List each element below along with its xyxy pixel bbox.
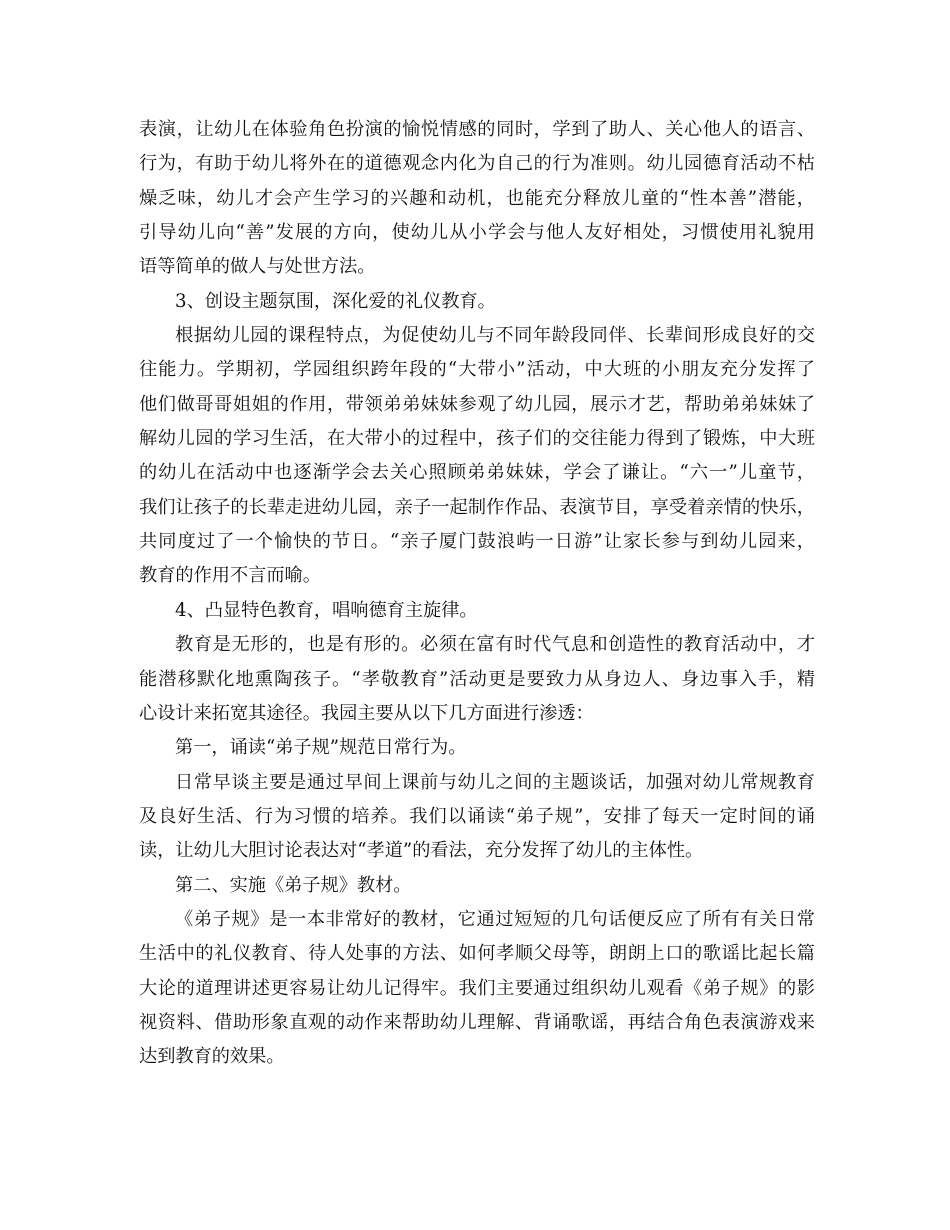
paragraph-start-line: 日常早谈主要是通过早间上课前与幼儿之间的主题谈话，加强对幼儿常规教育 [175,771,815,793]
document-body [139,113,815,1075]
text-line: 教育的作用不言而喻。 [139,565,321,587]
paragraph-start-line: 教育是无形的，也是有形的。必须在富有时代气息和创造性的教育活动中，才 [175,634,815,656]
text-line: 引导幼儿向“善”发展的方向，使幼儿从小学会与他人友好相处，习惯使用礼貌用 [139,222,815,244]
text-line: 能潜移默化地熏陶孩子。“孝敬教育”活动更是要致力从身边人、身边事入手，精 [139,668,815,690]
text-line: 及良好生活、行为习惯的培养。我们以诵读“弟子规”，安排了每天一定时间的诵 [139,805,815,827]
section-heading: 3、创设主题氛围，深化爱的礼仪教育。 [175,290,496,312]
text-line: 读，让幼儿大胆讨论表达对“孝道”的看法，充分发挥了幼儿的主体性。 [139,840,704,862]
text-line: 往能力。学期初，学园组织跨年段的“大带小”活动，中大班的小朋友充分发挥了 [139,359,815,381]
paragraph-start-line: 根据幼儿园的课程特点，为促使幼儿与不同年龄段同伴、长辈间形成良好的交 [175,325,815,347]
text-line: 达到教育的效果。 [139,1046,285,1068]
text-line: 大论的道理讲述更容易让幼儿记得牢。我们主要通过组织幼儿观看《弟子规》的影 [139,977,815,999]
text-line: 生活中的礼仪教育、待人处事的方法、如何孝顺父母等，朗朗上口的歌谣比起长篇 [139,943,815,965]
subsection-heading: 第一，诵读“弟子规”规范日常行为。 [175,737,467,759]
text-line: 语等简单的做人与处世方法。 [139,256,376,278]
text-line: 行为，有助于幼儿将外在的道德观念内化为自己的行为准则。幼儿园德育活动不枯 [139,153,815,175]
paragraph-start-line: 《弟子规》是一本非常好的教材，它通过短短的几句话便反应了所有有关日常 [175,908,815,930]
text-line: 心设计来拓宽其途径。我园主要从以下几方面进行渗透： [139,702,594,724]
subsection-heading: 第二、实施《弟子规》教材。 [175,874,412,896]
text-line: 视资料、借助形象直观的动作来帮助幼儿理解、背诵歌谣，再结合角色表演游戏来 [139,1011,815,1033]
text-line: 共同度过了一个愉快的节日。“亲子厦门鼓浪屿一日游”让家长参与到幼儿园来， [139,531,815,553]
text-line: 他们做哥哥姐姐的作用，带领弟弟妹妹参观了幼儿园，展示才艺，帮助弟弟妹妹了 [139,393,815,415]
text-line: 表演，让幼儿在体验角色扮演的愉悦情感的同时，学到了助人、关心他人的语言、 [139,119,815,140]
text-line: 解幼儿园的学习生活，在大带小的过程中，孩子们的交往能力得到了锻炼，中大班 [139,428,815,450]
text-line: 我们让孩子的长辈走进幼儿园，亲子一起制作作品、表演节目，享受着亲情的快乐， [139,496,815,518]
text-line: 的幼儿在活动中也逐渐学会去关心照顾弟弟妹妹，学会了谦让。“六一”儿童节， [139,462,815,484]
text-line: 燥乏味，幼儿才会产生学习的兴趣和动机，也能充分释放儿童的“性本善”潜能， [139,187,815,209]
section-heading: 4、凸显特色教育，唱响德育主旋律。 [175,599,478,621]
